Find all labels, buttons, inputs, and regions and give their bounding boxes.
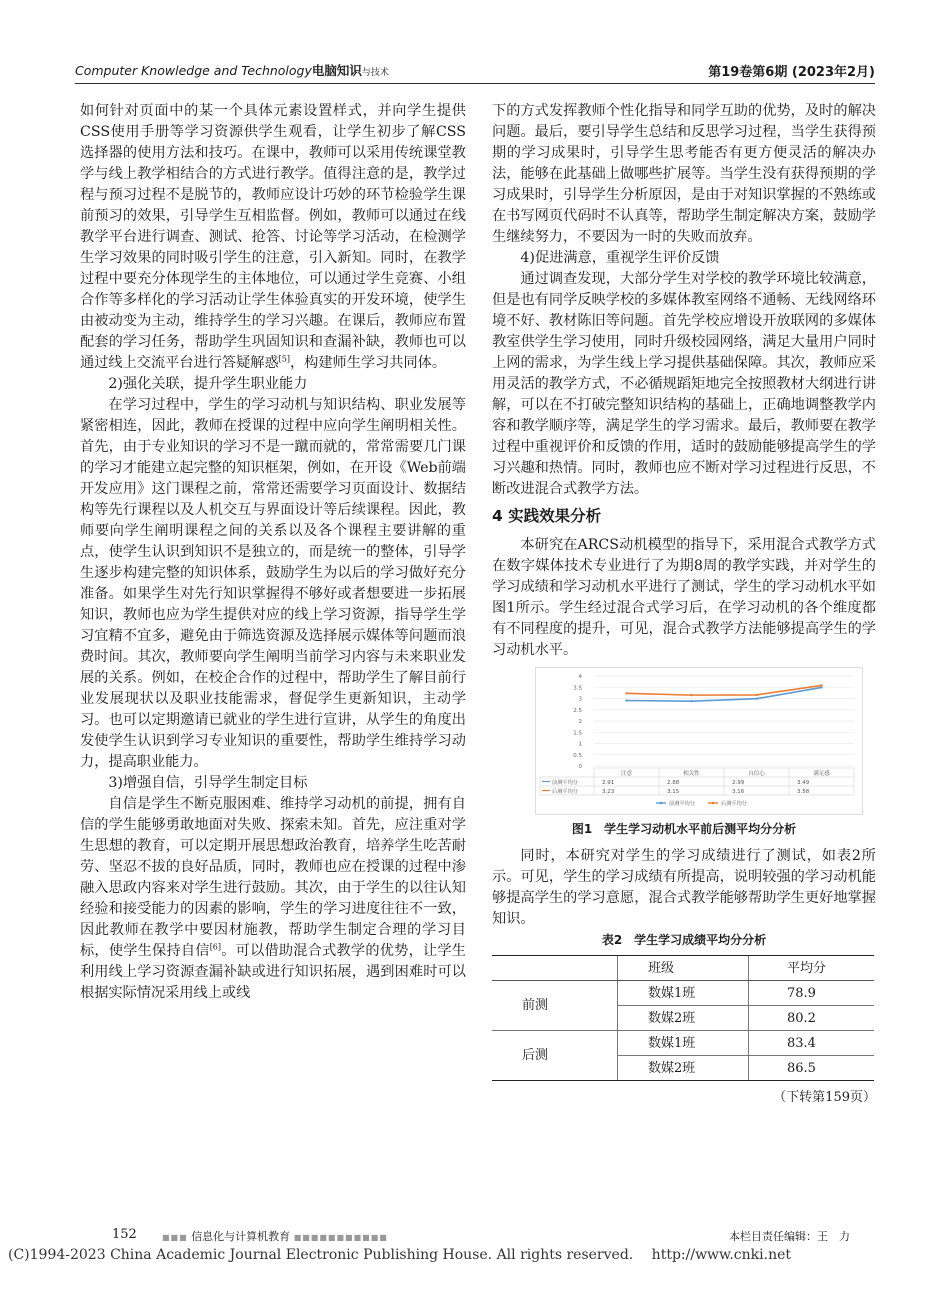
data-point [755,694,757,696]
data-label: 3.16 [732,789,745,795]
table-caption: 表2 学生学习成绩平均分分析 [601,933,767,947]
table-cell: 数媒1班 [618,981,749,1006]
table-cell: 80.2 [749,1006,875,1031]
data-point [820,684,822,686]
data-label: 3.23 [602,789,615,795]
table-cell: 78.9 [749,981,875,1006]
paragraph: 如何针对页面中的某一个具体元素设置样式，并向学生提供CSS使用手册等学习资源供学生观看，让学生初步了解CSS选择器的使用方法和技巧。在课中，教师可以采用传统课堂教学与线上教学相结合的方式进行教学。值得注意的是，教学过程与预习过程不是脱节的，教师应设计巧妙的环节检验学生课前预习的效果，引导学生互相监督。例如，教师可以通过在线教学平台进行调查、测试、抢答、讨论等学习活动，在检测学生学习效果的同时吸引学生的注意，引入新知。同时，在教学过程中要充分体现学生的主体地位，可以通过学生竞赛、小组合作等多样化的学习活动让学生体验真实的开发环境，使学生由被动变为主动，维持学生的学习兴趣。在课后，教师应布置配套的学习任务，帮助学生巩固知识和查漏补缺，教师也可以通过线上交流平台进行答疑解惑[5]，构建师生学习共同体。 [80,103,466,371]
legend-label: 后测平均分 [721,801,747,807]
issue-info: 第19卷第6期 (2023年2月) [708,65,875,80]
legend-label: 前测平均分 [669,801,695,807]
table-row [492,981,874,1006]
x-tick-label: 满足感 [813,771,830,777]
data-label: 3.49 [797,780,810,786]
paragraph: 本研究在ARCS动机模型的指导下，采用混合式教学方式在数字媒体技术专业进行了为期8周的教学实践，并对学生的学习成绩和学习动机水平进行了测试，学生的学习动机水平如图1所示。学生经过混合式学习后，在学习动机的各个维度都有不同程度的提升，可见，混合式教学方法能够提高学生的学习动机水平。 [492,537,876,658]
running-header [75,59,875,84]
page-number: 152 [112,1227,137,1242]
header-cell: 平均分 [749,956,875,981]
header-cell [492,956,618,981]
y-tick-label: 2.5 [573,707,582,714]
series-name: 后测平均分 [552,789,578,795]
y-tick-label: 0 [578,764,582,770]
table-cell: 86.5 [749,1056,875,1081]
data-label: 2.91 [602,780,615,786]
paragraph: 同时，本研究对学生的学习成绩进行了测试，如表2所示。可见，学生的学习成绩有所提高，说明较强的学习动机能够提高学生的学习意愿，混合式教学能够帮助学生更好地掌握知识。 [492,848,876,927]
x-tick-label: 相关性 [683,771,700,777]
data-label: 3.15 [667,789,680,795]
y-tick-label: 3.5 [573,685,582,692]
table-cell: 数媒2班 [618,1056,749,1081]
y-tick-label: 4 [578,674,582,680]
legend-marker [660,802,663,805]
score-table [492,955,874,1081]
data-point [690,700,692,702]
x-tick-label: 自信心 [748,771,765,777]
group-label: 后测 [492,1031,618,1081]
table-cell: 数媒1班 [618,1031,749,1056]
section-title: 4 实践效果分析 [492,507,602,525]
subsection-heading: 3)增强自信，引导学生制定目标 [108,775,308,791]
y-tick-label: 1 [578,741,582,748]
data-point [690,694,692,696]
paragraph: 自信是学生不断克服困难、维持学习动机的前提，拥有自信的学生能够勇敢地面对失败、探索未知。首先，应注重对学生思想的教育，可以定期开展思想政治教育，培养学生吃苦耐劳、坚忍不拔的良好品质，同时，教师也应在授课的过程中渗融入思政内容来对学生进行鼓励。其次，由于学生的以往认知经验和接受能力的因素的影响，学生的学习进度往往不一致，因此教师在教学中要因材施教，帮助学生制定合理的学习目标，使学生保持自信[6]。可以借助混合式教学的优势，让学生利用线上学习资源查漏补缺或进行知识拓展，遇到困难时可以根据实际情况采用线上或线 [80,796,466,1001]
series-line-post [627,685,822,695]
group-label: 前测 [492,981,618,1031]
paragraph: 下的方式发挥教师个性化指导和同学互助的优势，及时的解决问题。最后，要引导学生总结和反思学习过程，当学生获得预期的学习成果时，引导学生思考能否有更方便灵活的解决办法，能够在此基础上做哪些扩展等。当学生没有获得预期的学习成果时，引导学生分析原因，是由于对知识掌握的不熟练或在书写网页代码时不认真等，帮助学生制定解决方案，鼓励学生继续努力，不要因为一时的失败而放弃。 [492,103,876,245]
y-tick-label: 3 [578,696,582,703]
footer-journal: ■■■ 信息化与计算机教育 ■■■■■■■■■■■ [162,1230,388,1243]
table-header-row [492,956,874,981]
x-tick-label: 注意 [620,771,633,777]
subsection-heading: 2)强化关联，提升学生职业能力 [108,376,308,392]
copyright-line: (C)1994-2023 China Academic Journal Electronic Publishing House. All rights reserved. http://www.cnki.net [8,1247,792,1263]
header-cell: 班级 [618,956,749,981]
y-tick-label: 2 [578,719,582,725]
paragraph: 在学习过程中，学生的学习动机与知识结构、职业发展等紧密相连，因此，教师在授课的过程中应向学生阐明相关性。首先，由于专业知识的学习不是一蹴而就的，常常需要几门课的学习才能建立起完整的知识框架，例如，在开设《Web前端开发应用》这门课程之前，常常还需要学习页面设计、数据结构等先行课程以及人机交互与界面设计等后续课程。因此，教师要向学生阐明课程之间的关系以及各个课程主要讲解的重点，使学生认识到知识不是独立的，而是统一的整体，引导学生逐步构建完整的知识体系，鼓励学生为以后的学习做好充分准备。如果学生对先行知识掌握得不够好或者想要进一步拓展知识，教师也应为学生提供对应的线上学习资源，指导学生学习宜精不宜多，避免由于筛选资源及选择展示媒体等问题而浪费时间。其次，教师要向学生阐明当前学习内容与未来职业发展的关系。例如，在校企合作的过程中，帮助学生了解目前行业发展现状以及职业技能需求，督促学生更新知识，主动学习。也可以定期邀请已就业的学生进行宣讲，从学生的角度出发使学生认识到学习专业知识的重要性，帮助学生维持学习动力，提高职业能力。 [80,397,466,770]
continued-note: （下转第159页） [773,1090,876,1105]
figure-caption: 图1 学生学习动机水平前后测平均分分析 [571,822,797,836]
y-tick-label: 1.5 [573,730,582,737]
table-row [492,1031,874,1056]
legend-marker [712,802,715,805]
data-point [625,692,627,694]
table-cell: 数媒2班 [618,1006,749,1031]
data-label: 3.58 [797,789,810,795]
data-label: 2.99 [732,780,745,786]
motivation-chart [535,667,863,815]
y-tick-label: 0.5 [573,752,582,759]
data-point [755,698,757,700]
series-name: 前测平均分 [552,780,578,786]
data-point [625,699,627,701]
left-column [80,101,466,1004]
editor-note: 本栏目责任编辑：王 力 [729,1230,850,1243]
table-cell: 83.4 [749,1031,875,1056]
data-label: 2.88 [667,780,680,786]
right-column [492,101,876,1108]
chart-svg [536,668,862,814]
paragraph: 通过调查发现，大部分学生对学校的教学环境比较满意，但是也有同学反映学校的多媒体教室网络不通畅、无线网络环境不好、教材陈旧等问题。首先学校应增设开放联网的多媒体教室供学生学习使用，同时升级校园网络，满足大量用户同时上网的需求，为学生线上学习提供基础保障。其次，教师应采用灵活的教学方式，不必循规蹈矩地完全按照教材大纲进行讲解，可以在不打破完整知识结构的基础上，正确地调整教学内容和教学顺序等，满足学生的学习需求。最后，教师要在教学过程中重视评价和反馈的作用，适时的鼓励能够提高学生的学习兴趣和热情。同时，教师也应不断对学习过程进行反思，不断改进混合式教学方法。 [492,271,876,497]
journal-name: Computer Knowledge and Technology电脑知识与技术 [75,63,389,78]
subsection-heading: 4)促进满意，重视学生评价反馈 [520,250,720,266]
